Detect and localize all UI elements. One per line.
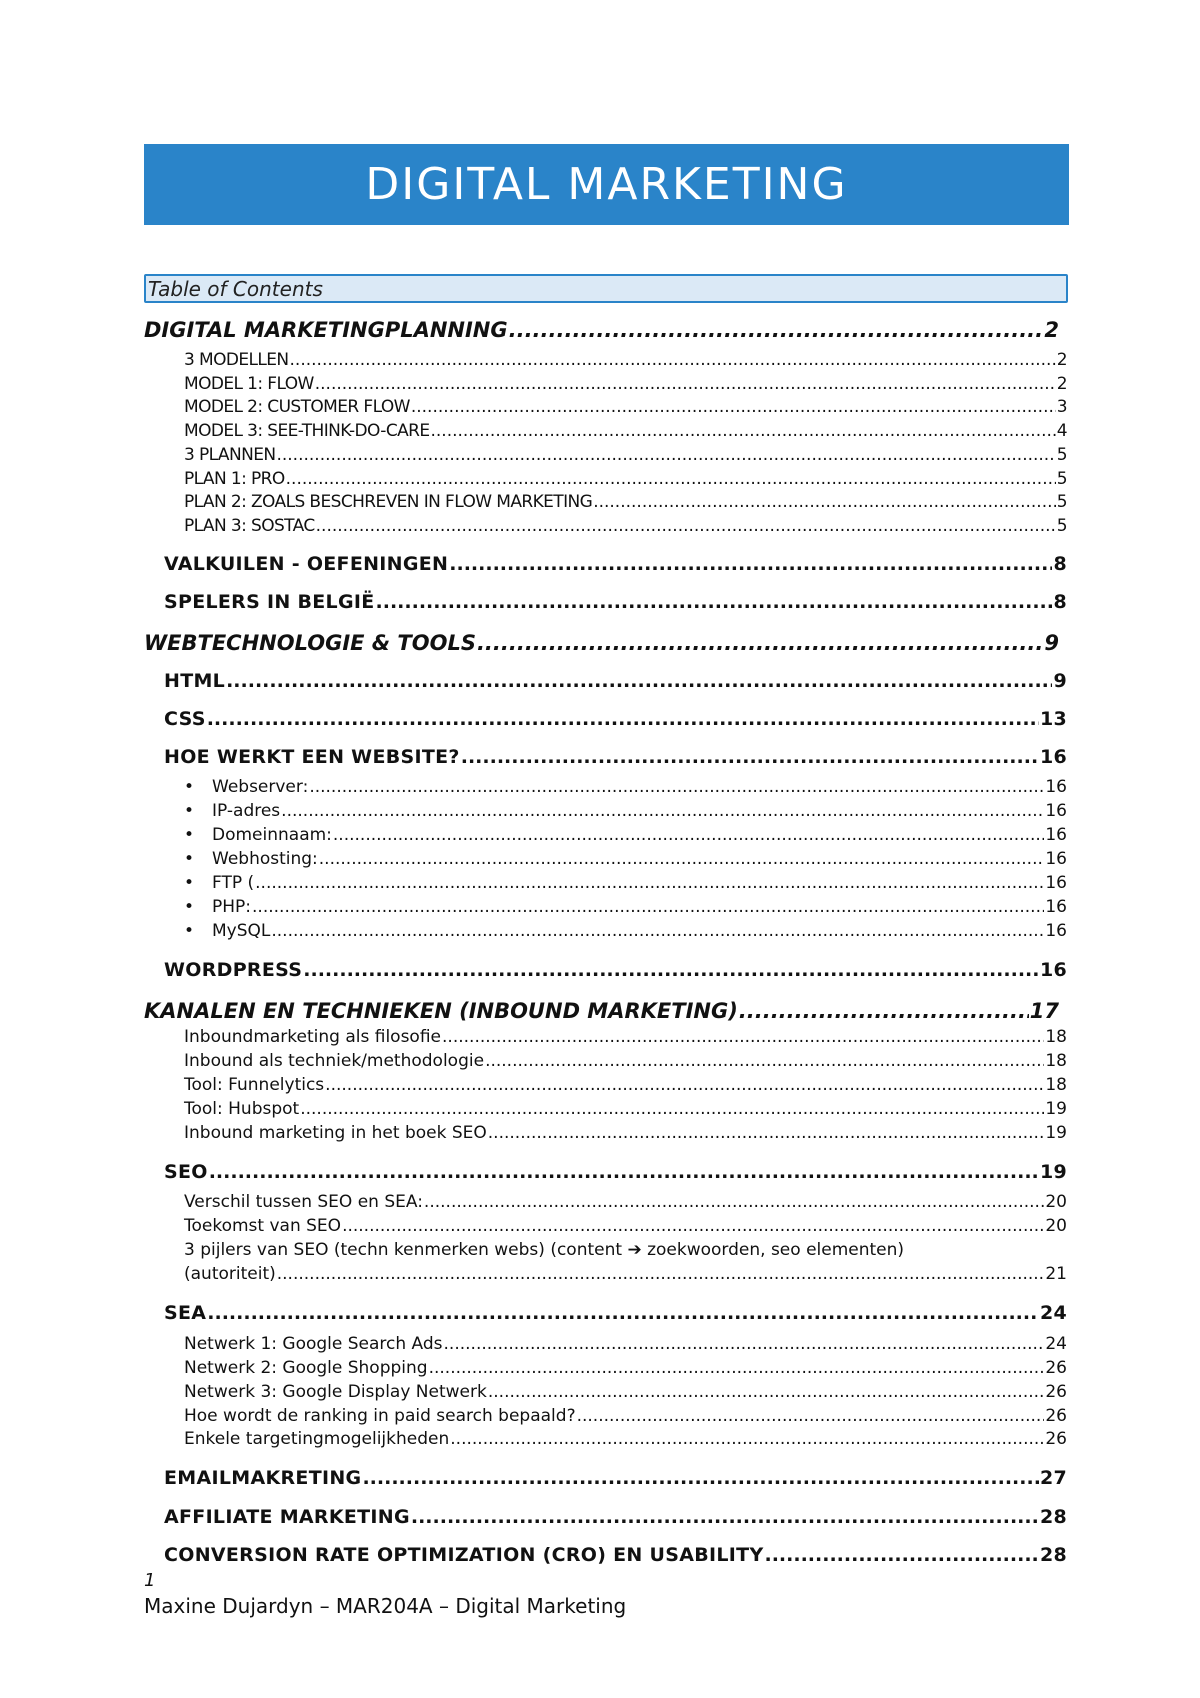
toc-entry-page: 9 — [1053, 670, 1067, 692]
toc-entry-label: Enkele targetingmogelijkheden — [184, 1429, 450, 1449]
toc-entry-page: 16 — [1045, 801, 1067, 821]
toc-entry-page: 24 — [1039, 1302, 1067, 1324]
toc-entry[interactable] — [184, 921, 1067, 941]
toc-leader-dots — [255, 873, 1044, 893]
toc-entry-label: Verschil tussen SEO en SEA: — [184, 1192, 423, 1212]
toc-entry-page: 16 — [1045, 849, 1067, 869]
toc-entry-page: 16 — [1039, 746, 1067, 768]
toc-entry-label: Inbound marketing in het boek SEO — [184, 1123, 487, 1143]
toc-entry-label: Toekomst van SEO — [184, 1216, 342, 1236]
toc-entry[interactable] — [164, 1544, 1067, 1566]
toc-entry[interactable] — [184, 350, 1067, 370]
toc-entry-page: 18 — [1045, 1027, 1067, 1047]
toc-entry[interactable] — [184, 516, 1067, 536]
toc-entry-page: 19 — [1045, 1123, 1067, 1143]
toc-entry-page: 5 — [1056, 492, 1067, 512]
toc-leader-dots — [739, 999, 1029, 1023]
toc-entry[interactable] — [144, 999, 1059, 1023]
toc-entry-label: Netwerk 1: Google Search Ads — [184, 1334, 443, 1354]
toc-leader-dots — [444, 1334, 1045, 1354]
toc-entry-page: 20 — [1045, 1216, 1067, 1236]
toc-entry[interactable]: 3 pijlers van SEO (techn kenmerken webs) (content ➔ zoekwoorden, seo elementen) — [184, 1240, 905, 1260]
toc-entry[interactable] — [164, 670, 1067, 692]
toc-leader-dots — [411, 1506, 1039, 1528]
toc-entry-page: 3 — [1056, 397, 1067, 417]
toc-leader-dots — [424, 1192, 1044, 1212]
toc-entry-label: SEO — [164, 1161, 208, 1183]
toc-entry-label: HOE WERKT EEN WEBSITE? — [164, 746, 460, 768]
toc-entry-label: KANALEN EN TECHNIEKEN (INBOUND MARKETING) — [144, 999, 738, 1023]
toc-entry-label: MySQL — [212, 921, 271, 941]
toc-entry[interactable] — [184, 1027, 1067, 1047]
toc-entry-page: 2 — [1044, 318, 1059, 342]
toc-entry-label: Domeinnaam: — [212, 825, 332, 845]
toc-entry-page: 2 — [1056, 374, 1067, 394]
toc-entry-label: SEA — [164, 1302, 207, 1324]
toc-entry-label: Webserver: — [212, 777, 309, 797]
toc-entry-label: Inbound als techniek/methodologie — [184, 1051, 485, 1071]
toc-leader-dots — [765, 1544, 1039, 1566]
toc-leader-dots — [319, 849, 1045, 869]
toc-entry-page: 5 — [1056, 445, 1067, 465]
toc-entry-page: 2 — [1056, 350, 1067, 370]
toc-entry[interactable] — [184, 1099, 1067, 1119]
toc-entry-page: 5 — [1056, 469, 1067, 489]
toc-leader-dots — [271, 921, 1044, 941]
toc-heading-label: Table of Contents — [148, 276, 323, 301]
toc-entry[interactable] — [184, 1075, 1067, 1095]
toc-leader-dots — [290, 350, 1056, 370]
toc-leader-dots — [488, 1123, 1045, 1143]
toc-leader-dots — [430, 421, 1055, 441]
toc-entry-page: 28 — [1039, 1506, 1067, 1528]
toc-entry[interactable] — [164, 746, 1067, 768]
toc-heading — [144, 274, 1068, 303]
toc-leader-dots — [450, 1429, 1044, 1449]
bullet-icon: • — [184, 921, 195, 941]
toc-entry-label: MODEL 3: SEE-THINK-DO-CARE — [184, 421, 430, 441]
toc-entry[interactable] — [164, 959, 1067, 981]
toc-entry-label: VALKUILEN - OEFENINGEN — [164, 553, 449, 575]
bullet-icon: • — [184, 777, 195, 797]
toc-leader-dots — [461, 746, 1039, 768]
toc-entry[interactable] — [184, 1406, 1067, 1426]
toc-entry-page: 5 — [1056, 516, 1067, 536]
bullet-icon: • — [184, 825, 195, 845]
toc-leader-dots — [252, 897, 1044, 917]
toc-entry-label: MODEL 2: CUSTOMER FLOW — [184, 397, 410, 417]
toc-leader-dots — [449, 553, 1052, 575]
toc-leader-dots — [477, 631, 1043, 655]
toc-entry[interactable] — [184, 1123, 1067, 1143]
toc-leader-dots — [315, 374, 1056, 394]
footer-text: Maxine Dujardyn – MAR204A – Digital Marketing — [144, 1594, 627, 1618]
toc-entry[interactable] — [184, 492, 1067, 512]
toc-leader-dots — [207, 1302, 1039, 1324]
toc-entry[interactable] — [184, 374, 1067, 394]
toc-entry-label: DIGITAL MARKETINGPLANNING — [144, 318, 508, 342]
toc-leader-dots — [303, 959, 1039, 981]
toc-entry-page: 18 — [1045, 1051, 1067, 1071]
toc-entry-page: 26 — [1045, 1429, 1067, 1449]
toc-entry-page: 19 — [1045, 1099, 1067, 1119]
document-title-banner — [144, 144, 1069, 225]
bullet-icon: • — [184, 873, 195, 893]
toc-leader-dots — [333, 825, 1044, 845]
toc-entry[interactable] — [164, 1467, 1067, 1489]
toc-entry-label: (autoriteit) — [184, 1264, 276, 1284]
toc-leader-dots — [342, 1216, 1044, 1236]
toc-entry-label: MODEL 1: FLOW — [184, 374, 314, 394]
toc-entry-page: 16 — [1045, 873, 1067, 893]
toc-entry-label: CONVERSION RATE OPTIMIZATION (CRO) EN USABILITY — [164, 1544, 764, 1566]
toc-entry[interactable] — [184, 1192, 1067, 1212]
document-title: DIGITAL MARKETING — [365, 159, 848, 210]
toc-entry-label: FTP ( — [212, 873, 255, 893]
toc-entry[interactable] — [164, 708, 1067, 730]
bullet-icon: • — [184, 897, 195, 917]
toc-leader-dots — [300, 1099, 1044, 1119]
toc-entry-label: Webhosting: — [212, 849, 318, 869]
toc-entry-label: CSS — [164, 708, 206, 730]
toc-entry-label: Tool: Funnelytics — [184, 1075, 325, 1095]
toc-entry-label: 3 PLANNEN — [184, 445, 276, 465]
toc-entry-page: 26 — [1045, 1358, 1067, 1378]
toc-leader-dots — [309, 777, 1044, 797]
toc-entry[interactable] — [164, 1506, 1067, 1528]
toc-entry-label: Hoe wordt de ranking in paid search bepaald? — [184, 1406, 576, 1426]
toc-entry-page: 27 — [1039, 1467, 1067, 1489]
toc-leader-dots — [325, 1075, 1044, 1095]
toc-leader-dots — [207, 708, 1039, 730]
toc-entry[interactable] — [184, 825, 1067, 845]
toc-entry-page: 17 — [1029, 999, 1059, 1023]
toc-entry-label: Netwerk 3: Google Display Netwerk — [184, 1382, 487, 1402]
toc-entry-label: Tool: Hubspot — [184, 1099, 300, 1119]
toc-entry[interactable] — [164, 553, 1067, 575]
toc-leader-dots — [593, 492, 1056, 512]
toc-leader-dots — [485, 1051, 1044, 1071]
toc-entry[interactable] — [164, 1161, 1067, 1183]
toc-entry-page: 4 — [1056, 421, 1067, 441]
toc-entry[interactable] — [184, 897, 1067, 917]
toc-leader-dots — [226, 670, 1052, 692]
toc-entry[interactable] — [184, 469, 1067, 489]
toc-entry[interactable] — [144, 631, 1059, 655]
toc-entry[interactable] — [184, 1382, 1067, 1402]
toc-entry-page: 19 — [1039, 1161, 1067, 1183]
toc-entry-label: EMAILMAKRETING — [164, 1467, 362, 1489]
toc-entry[interactable] — [184, 1334, 1067, 1354]
toc-entry[interactable] — [144, 318, 1059, 342]
toc-entry-label: PLAN 3: SOSTAC — [184, 516, 315, 536]
toc-entry[interactable] — [184, 777, 1067, 797]
toc-entry[interactable] — [184, 445, 1067, 465]
toc-entry[interactable] — [184, 1216, 1067, 1236]
toc-leader-dots — [411, 397, 1056, 417]
toc-entry-page: 13 — [1039, 708, 1067, 730]
toc-entry-page: 26 — [1045, 1382, 1067, 1402]
toc-leader-dots — [577, 1406, 1045, 1426]
toc-entry-page: 24 — [1045, 1334, 1067, 1354]
toc-entry[interactable] — [164, 1302, 1067, 1324]
toc-leader-dots — [276, 445, 1055, 465]
toc-entry-label: IP-adres — [212, 801, 281, 821]
toc-leader-dots — [316, 516, 1056, 536]
toc-leader-dots — [286, 469, 1056, 489]
toc-entry-page: 16 — [1045, 897, 1067, 917]
toc-entry[interactable] — [184, 801, 1067, 821]
toc-entry[interactable] — [184, 1264, 1067, 1284]
toc-leader-dots — [509, 318, 1044, 342]
toc-entry[interactable] — [184, 1358, 1067, 1378]
toc-entry-page: 8 — [1053, 591, 1067, 613]
toc-entry[interactable] — [184, 1429, 1067, 1449]
toc-leader-dots — [488, 1382, 1045, 1402]
toc-leader-dots — [429, 1358, 1045, 1378]
toc-entry-label: PHP: — [212, 897, 252, 917]
toc-entry-label: PLAN 1: PRO — [184, 469, 285, 489]
toc-entry-page: 16 — [1039, 959, 1067, 981]
toc-leader-dots — [281, 801, 1044, 821]
toc-entry[interactable] — [184, 397, 1067, 417]
toc-entry-page: 28 — [1039, 1544, 1067, 1566]
toc-entry-label: WEBTECHNOLOGIE & TOOLS — [144, 631, 476, 655]
toc-entry[interactable] — [184, 873, 1067, 893]
toc-leader-dots — [209, 1161, 1039, 1183]
toc-leader-dots — [362, 1467, 1039, 1489]
toc-entry-page: 16 — [1045, 777, 1067, 797]
toc-entry-label: HTML — [164, 670, 226, 692]
toc-entry[interactable] — [184, 849, 1067, 869]
toc-entry-page: 18 — [1045, 1075, 1067, 1095]
toc-entry[interactable] — [164, 591, 1067, 613]
toc-entry-label: SPELERS IN BELGIË — [164, 591, 375, 613]
toc-entry-page: 16 — [1045, 921, 1067, 941]
toc-entry-label: AFFILIATE MARKETING — [164, 1506, 410, 1528]
toc-entry-page: 20 — [1045, 1192, 1067, 1212]
bullet-icon: • — [184, 801, 195, 821]
footer-page-number: 1 — [144, 1570, 156, 1591]
bullet-icon: • — [184, 849, 195, 869]
toc-entry[interactable] — [184, 1051, 1067, 1071]
toc-entry-page: 8 — [1053, 553, 1067, 575]
toc-entry-page: 26 — [1045, 1406, 1067, 1426]
toc-entry-label: PLAN 2: ZOALS BESCHREVEN IN FLOW MARKETING — [184, 492, 593, 512]
toc-entry[interactable] — [184, 421, 1067, 441]
toc-entry-label: 3 MODELLEN — [184, 350, 289, 370]
toc-leader-dots — [442, 1027, 1044, 1047]
toc-entry-label: Netwerk 2: Google Shopping — [184, 1358, 428, 1378]
toc-entry-page: 9 — [1044, 631, 1059, 655]
toc-leader-dots — [277, 1264, 1045, 1284]
toc-entry-label: WORDPRESS — [164, 959, 303, 981]
toc-entry-page: 16 — [1045, 825, 1067, 845]
toc-entry-page: 21 — [1045, 1264, 1067, 1284]
toc-entry-label: Inboundmarketing als filosofie — [184, 1027, 442, 1047]
toc-leader-dots — [376, 591, 1053, 613]
